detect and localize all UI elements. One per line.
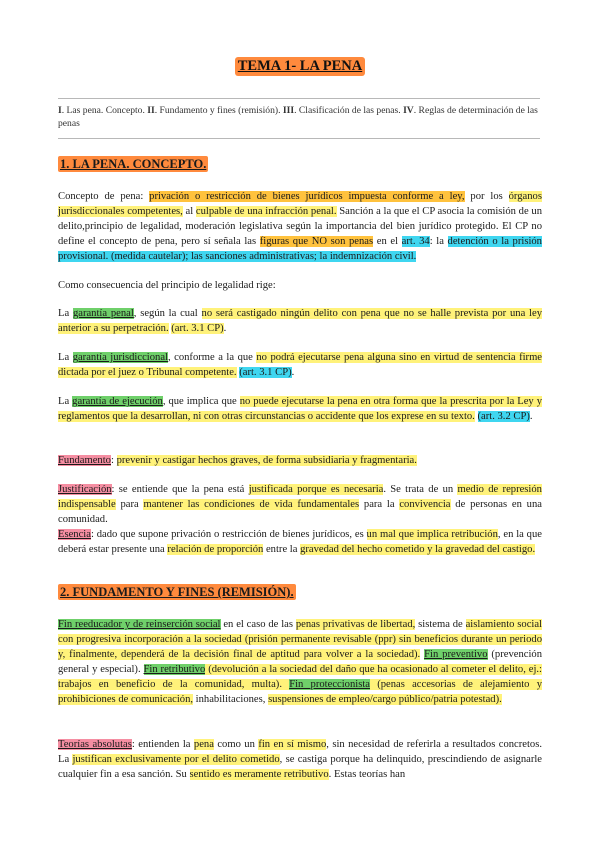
highlight: Fundamento (58, 455, 111, 466)
text: La (58, 352, 73, 363)
highlight: (art. 3.1 CP) (171, 323, 224, 334)
paragraph-concepto (58, 189, 542, 264)
highlight: Fin reeducador y de reinserción social (58, 619, 221, 630)
highlight: garantía jurisdiccional (72, 352, 168, 363)
text: para la (359, 499, 400, 510)
highlight: Teorías absolutas (58, 739, 132, 750)
text: (prevención general y especial). (58, 649, 542, 675)
page-title: TEMA 1- LA PENA (235, 57, 365, 76)
text: para (115, 499, 144, 510)
text: . Estas teorías han (328, 769, 406, 780)
text: Concepto de pena: (58, 191, 150, 202)
text: . (291, 367, 295, 378)
text: , se castiga porque ha delinquido, prescindiendo de asignarle cualquier fin a esa sanción. Su (58, 754, 542, 780)
text: entre la (263, 544, 301, 555)
text: : se entiende que la pena está (111, 484, 249, 495)
highlight: justificada porque es necesaria (248, 484, 384, 495)
paragraph-garantia-jurisdiccional (58, 350, 542, 380)
highlight: art. 34 (401, 236, 430, 247)
highlight: (art. 3.1 CP) (239, 367, 292, 378)
highlight: no será castigado ningún delito con pena que no se halle prevista por una ley anterior a su perpetración. (58, 308, 542, 334)
highlight: (devolución a la sociedad del daño que ha ocasionado al cometer el delito, ej.: trabajos en beneficio de la comunidad, multa). (58, 664, 542, 690)
highlight: sentido es meramente retributivo (189, 769, 329, 780)
text: Sanción a la que el CP asocia la comisión de un delito,principio de legalidad, moderación legislativa según la importancia del bien jurídico protegido. El CP no define el concepto de pena, pero sí señala las (58, 206, 542, 247)
toc-num-3: III (282, 105, 295, 116)
highlight: fin en sí mismo (258, 739, 327, 750)
highlight: gravedad del hecho cometido y la gravedad del castigo. (300, 544, 536, 555)
highlight: (prisión permanente revisable (ppr) sin beneficios durante un periodo y, finalmente, dependerá de la decisión final de aptitud para volver a la sociedad). (58, 634, 542, 660)
text: . (223, 323, 227, 334)
divider-bottom (58, 138, 540, 139)
section-heading-2 (58, 585, 296, 600)
text: . Se trata de un (383, 484, 458, 495)
highlight: Esencia (58, 529, 91, 540)
highlight: no podrá ejecutarse pena alguna sino en virtud de sentencia firme dictada por el juez o Tribunal competente. (58, 352, 543, 378)
table-of-contents (58, 104, 540, 130)
text: La (58, 396, 73, 407)
text: por los (464, 191, 509, 202)
title-wrap (0, 57, 600, 76)
text: : dado que supone privación o restricción de bienes jurídicos, es (90, 529, 367, 540)
divider-top (58, 98, 540, 99)
text: . (529, 411, 533, 422)
highlight: no puede ejecutarse la pena en otra forma que la prescrita por la Ley y reglamentos que la desarrollan, ni con otras circunstancias o accidente que los exprese en su texto. (58, 396, 542, 422)
text: , sin necesidad de referirla a resultados concretos. La (58, 739, 543, 765)
highlight: pena (193, 739, 214, 750)
highlight: Justificación (58, 484, 112, 495)
text: Como consecuencia del principio de legalidad rige: (58, 280, 276, 291)
paragraph-fines (58, 617, 542, 707)
highlight: relación de proporción (167, 544, 264, 555)
text: , en la que deberá estar presente una (58, 529, 542, 555)
highlight: suspensiones de empleo/cargo público/patria potestad). (268, 694, 502, 705)
text: , conforme a la que (167, 352, 257, 363)
toc-num-4: IV (403, 105, 414, 116)
paragraph-garantia-penal (58, 306, 542, 336)
section-heading-1 (58, 157, 208, 172)
paragraph-garantia-ejecucion (58, 394, 542, 424)
highlight: (penas accesorias de alejamiento y prohibiciones de comunicación, (58, 679, 542, 705)
toc-item-3: . Clasificación de las penas. (294, 105, 404, 116)
highlight: privación o restricción de bienes jurídicos impuesta conforme a ley, (149, 191, 465, 202)
highlight: órganos jurisdiccionales competentes, (58, 191, 542, 217)
paragraph-fundamento (58, 453, 542, 468)
text: al (182, 206, 196, 217)
highlight: Fin retributivo (143, 664, 206, 675)
text: en el (373, 236, 402, 247)
text: como un (213, 739, 259, 750)
toc-num-1: I (58, 105, 62, 116)
highlight: justifican exclusivamente por el delito cometido (72, 754, 280, 765)
text: , que implica que (162, 396, 240, 407)
section-heading-2-text: 2. FUNDAMENTO Y FINES (REMISIÓN). (60, 585, 294, 599)
section-heading-1-text: 1. LA PENA. CONCEPTO. (60, 157, 207, 171)
highlight: detención o la prisión provisional. (medida cautelar); las sanciones administrativas; la indemnización civil. (58, 236, 542, 262)
text: : entienden la (131, 739, 194, 750)
highlight: Fin proteccionista (289, 679, 370, 690)
paragraph-legalidad (58, 278, 542, 293)
highlight: garantía de ejecución (72, 396, 163, 407)
highlight: penas privativas de libertad, (295, 619, 416, 630)
text: de personas en una comunidad. (58, 499, 542, 525)
text: sistema de (415, 619, 466, 630)
highlight: medio de represión indispensable (58, 484, 542, 510)
highlight: garantía penal (72, 308, 134, 319)
text: : la (429, 236, 448, 247)
text: : (110, 455, 117, 466)
toc-item-4: . Reglas de determinación de las penas (58, 105, 538, 129)
highlight: (art. 3.2 CP) (477, 411, 530, 422)
text: inhabilitaciones, (193, 694, 269, 705)
highlight: mantener las condiciones de vida fundamentales (143, 499, 360, 510)
text: La (58, 308, 73, 319)
toc-item-2: . Fundamento y fines (remisión). (154, 105, 283, 116)
paragraph-justificacion (58, 482, 542, 557)
highlight: prevenir y castigar hechos graves, de forma subsidiaria y fragmentaria. (116, 455, 417, 466)
paragraph-teorias-absolutas (58, 737, 542, 782)
highlight: figuras que NO son penas (259, 236, 374, 247)
highlight: aislamiento social con progresiva incorporación a la sociedad (58, 619, 543, 645)
toc-num-2: II (147, 105, 155, 116)
highlight: culpable de una infracción penal. (195, 206, 337, 217)
text: en el caso de las (220, 619, 296, 630)
highlight: un mal que implica retribución (366, 529, 498, 540)
toc-item-1: . Las pena. Concepto. (61, 105, 148, 116)
text: , según la cual (133, 308, 202, 319)
highlight: convivencia (399, 499, 451, 510)
highlight: Fin preventivo (424, 649, 488, 660)
